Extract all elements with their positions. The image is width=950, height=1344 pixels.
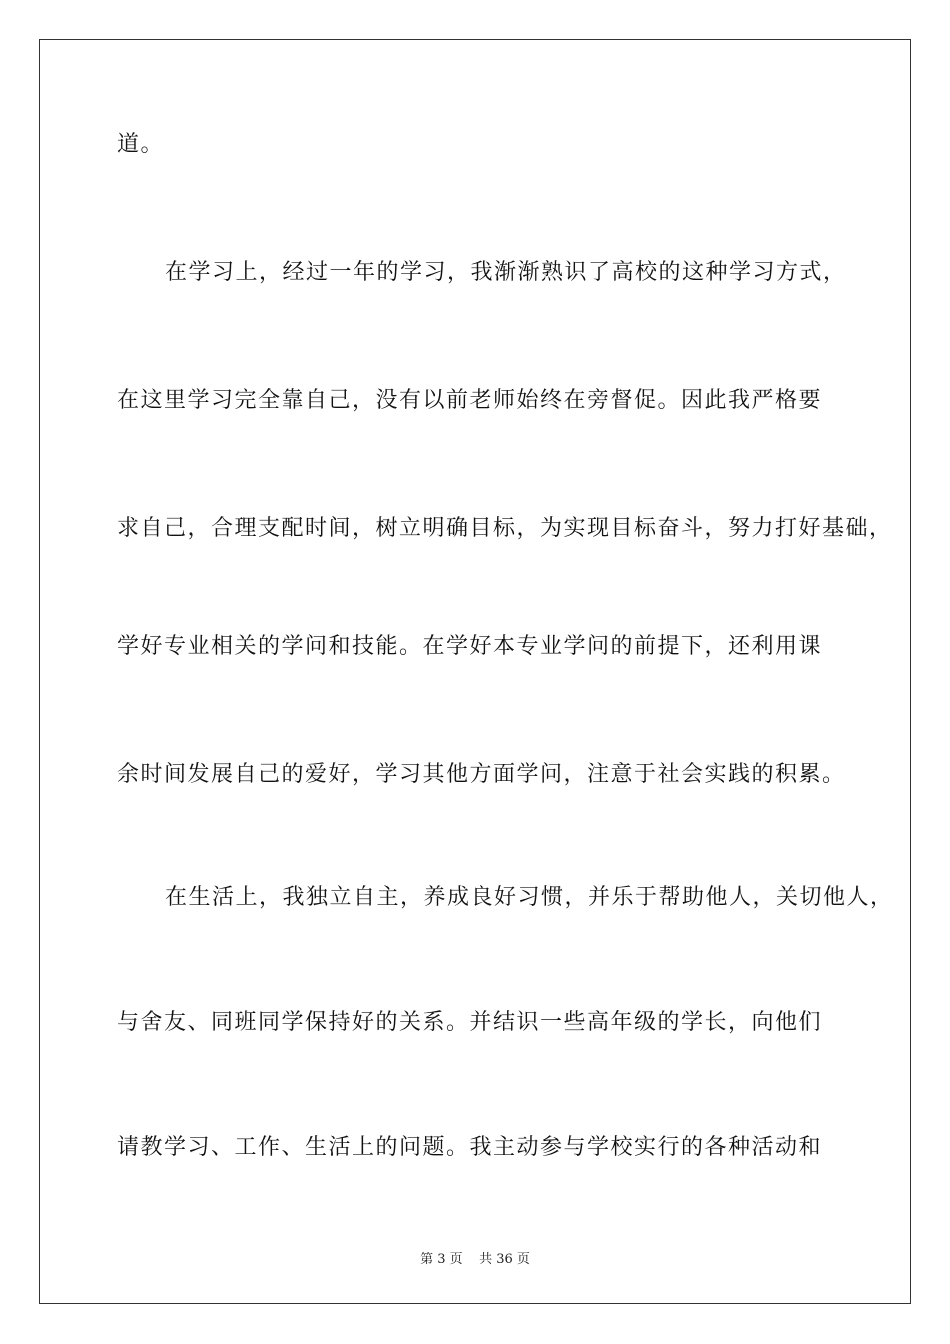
paragraph-line-8: 请教学习、工作、生活上的问题。我主动参与学校实行的各种活动和 — [117, 1135, 823, 1160]
paragraph-line-3: 求自己，合理支配时间，树立明确目标，为实现目标奋斗，努力打好基础， — [117, 516, 893, 541]
paragraph-line-5: 余时间发展自己的爱好，学习其他方面学问，注意于社会实践的积累。 — [117, 762, 846, 787]
paragraph-line-6: 在生活上，我独立自主，养成良好习惯，并乐于帮助他人，关切他人， — [165, 885, 894, 910]
paragraph-line-2: 在这里学习完全靠自己，没有以前老师始终在旁督促。因此我严格要 — [117, 388, 823, 413]
page-frame — [39, 39, 911, 1304]
text-line-1: 道。 — [117, 132, 165, 157]
page-footer: 第 3 页 共 36 页 — [420, 1252, 530, 1267]
paragraph-line-1: 在学习上，经过一年的学习，我渐渐熟识了高校的这种学习方式， — [165, 260, 847, 285]
paragraph-line-4: 学好专业相关的学问和技能。在学好本专业学问的前提下，还利用课 — [117, 634, 823, 659]
paragraph-line-7: 与舍友、同班同学保持好的关系。并结识一些高年级的学长，向他们 — [117, 1010, 823, 1035]
